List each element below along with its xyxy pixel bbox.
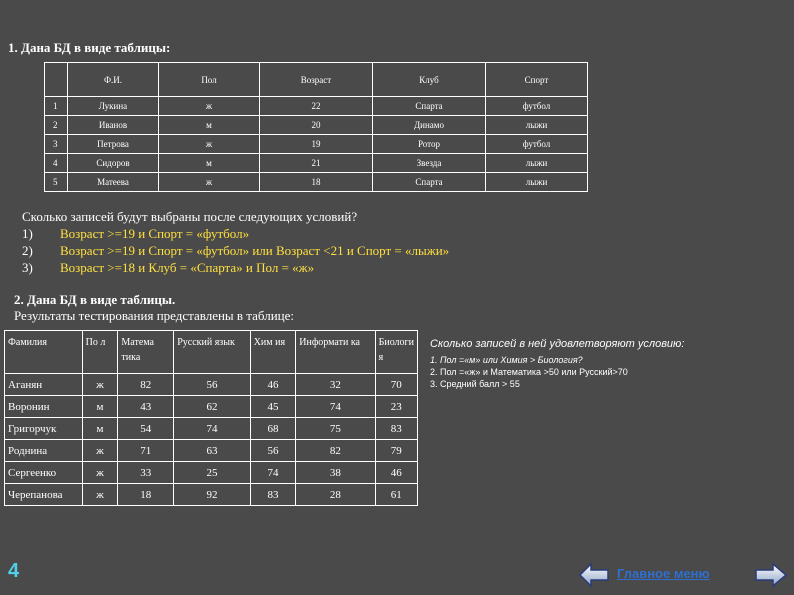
cell: Роднина (5, 440, 83, 462)
cell: 71 (118, 440, 174, 462)
table-header-row (5, 331, 418, 374)
prev-arrow-icon[interactable] (578, 562, 610, 588)
cell: футбол (486, 97, 588, 116)
task-item: 2. Пол =«ж» и Математика >50 или Русский>70 (430, 367, 628, 377)
cell: Григорчук (5, 418, 83, 440)
header-cell-surname: Фамилия (5, 331, 83, 374)
task-item: 3. Средний балл > 55 (430, 379, 520, 389)
cell: 3 (45, 135, 68, 154)
cell: ж (159, 135, 260, 154)
section2-subtitle: Результаты тестирования представлены в таблице: (14, 308, 294, 323)
header-cell-club: Клуб (373, 63, 486, 97)
condition-item (22, 242, 449, 259)
cell: ж (82, 462, 118, 484)
table-row (45, 173, 588, 192)
cell: 56 (174, 374, 250, 396)
table-row (5, 462, 418, 484)
cell: Звезда (373, 154, 486, 173)
cell: 79 (375, 440, 417, 462)
cell: лыжи (486, 116, 588, 135)
header-cell-chemistry: Хим ия (250, 331, 296, 374)
cell: лыжи (486, 173, 588, 192)
task-items (430, 354, 684, 390)
condition-item (22, 225, 449, 242)
cell: 75 (296, 418, 375, 440)
cell: Сергеенко (5, 462, 83, 484)
cell: 92 (174, 484, 250, 506)
cell: Спарта (373, 173, 486, 192)
cell: футбол (486, 135, 588, 154)
cell: Аганян (5, 374, 83, 396)
cell: 82 (118, 374, 174, 396)
cell: 83 (375, 418, 417, 440)
header-cell-math: Матема тика (118, 331, 174, 374)
students-table (44, 62, 588, 192)
cell: Сидоров (68, 154, 159, 173)
condition-number: 1) (22, 226, 33, 241)
cell: 70 (375, 374, 417, 396)
cell: м (82, 418, 118, 440)
condition-text: Возраст >=19 и Спорт = «футбол» или Возраст <21 и Спорт = «лыжи» (60, 243, 450, 258)
cell: 2 (45, 116, 68, 135)
condition-text: Возраст >=18 и Клуб = «Спарта» и Пол = «ж» (60, 260, 315, 275)
condition-number: 2) (22, 243, 33, 258)
section2-heading (14, 292, 294, 324)
cell: 74 (250, 462, 296, 484)
cell: 63 (174, 440, 250, 462)
cell: м (159, 154, 260, 173)
table-row (45, 97, 588, 116)
table-header-row (45, 63, 588, 97)
cell: 46 (250, 374, 296, 396)
cell: 32 (296, 374, 375, 396)
cell: Лукина (68, 97, 159, 116)
cell: 45 (250, 396, 296, 418)
cell: ж (82, 484, 118, 506)
cell: Спарта (373, 97, 486, 116)
cell: Матеева (68, 173, 159, 192)
condition-text: Возраст >=19 и Спорт = «футбол» (60, 226, 250, 241)
header-cell-biology: Биологи я (375, 331, 417, 374)
cell: 1 (45, 97, 68, 116)
cell: 68 (250, 418, 296, 440)
cell: Петрова (68, 135, 159, 154)
condition-item (22, 259, 449, 276)
cell: 33 (118, 462, 174, 484)
cell: Динамо (373, 116, 486, 135)
cell: Черепанова (5, 484, 83, 506)
cell: 74 (296, 396, 375, 418)
cell: 20 (260, 116, 373, 135)
section2-title: 2. Дана БД в виде таблицы. (14, 292, 176, 307)
cell: Воронин (5, 396, 83, 418)
condition-number: 3) (22, 260, 33, 275)
cell: 74 (174, 418, 250, 440)
header-cell-num (45, 63, 68, 97)
header-cell-name: Ф.И. (68, 63, 159, 97)
cell: 83 (250, 484, 296, 506)
table-row (45, 135, 588, 154)
cell: ж (159, 173, 260, 192)
table-row (5, 374, 418, 396)
task-lead: Сколько записей в ней удовлетворяют условию: (430, 338, 685, 350)
table-row (5, 440, 418, 462)
cell: 46 (375, 462, 417, 484)
cell: 54 (118, 418, 174, 440)
page-number: 4 (8, 560, 20, 582)
table-row (45, 154, 588, 173)
cell: Ротор (373, 135, 486, 154)
header-cell-sport: Спорт (486, 63, 588, 97)
table-row (5, 396, 418, 418)
next-arrow-icon[interactable] (754, 562, 788, 588)
header-cell-gender: По л (82, 331, 118, 374)
cell: 62 (174, 396, 250, 418)
cell: м (159, 116, 260, 135)
cell: 28 (296, 484, 375, 506)
section1-title: 1. Дана БД в виде таблицы: (8, 40, 171, 55)
cell: 19 (260, 135, 373, 154)
cell: 38 (296, 462, 375, 484)
table-row (5, 418, 418, 440)
results-table (4, 330, 418, 506)
cell: м (82, 396, 118, 418)
table-row (45, 116, 588, 135)
cell: лыжи (486, 154, 588, 173)
questions-block (22, 208, 449, 276)
cell: ж (82, 440, 118, 462)
cell: 82 (296, 440, 375, 462)
task-item: 1. Пол =«м» или Химия > Биология? (430, 355, 583, 365)
cell: 18 (260, 173, 373, 192)
cell: 22 (260, 97, 373, 116)
table-row (5, 484, 418, 506)
header-cell-gender: Пол (159, 63, 260, 97)
header-cell-age: Возраст (260, 63, 373, 97)
cell: ж (82, 374, 118, 396)
cell: 43 (118, 396, 174, 418)
cell: 18 (118, 484, 174, 506)
cell: 25 (174, 462, 250, 484)
cell: 61 (375, 484, 417, 506)
cell: 23 (375, 396, 417, 418)
task-block (430, 338, 684, 390)
cell: 56 (250, 440, 296, 462)
header-cell-russian: Русский язык (174, 331, 250, 374)
cell: 5 (45, 173, 68, 192)
question-text: Сколько записей будут выбраны после следующих условий? (22, 209, 358, 224)
main-menu-link[interactable]: Главное меню (617, 566, 710, 581)
cell: Иванов (68, 116, 159, 135)
cell: 21 (260, 154, 373, 173)
header-cell-informatics: Информати ка (296, 331, 375, 374)
cell: ж (159, 97, 260, 116)
cell: 4 (45, 154, 68, 173)
